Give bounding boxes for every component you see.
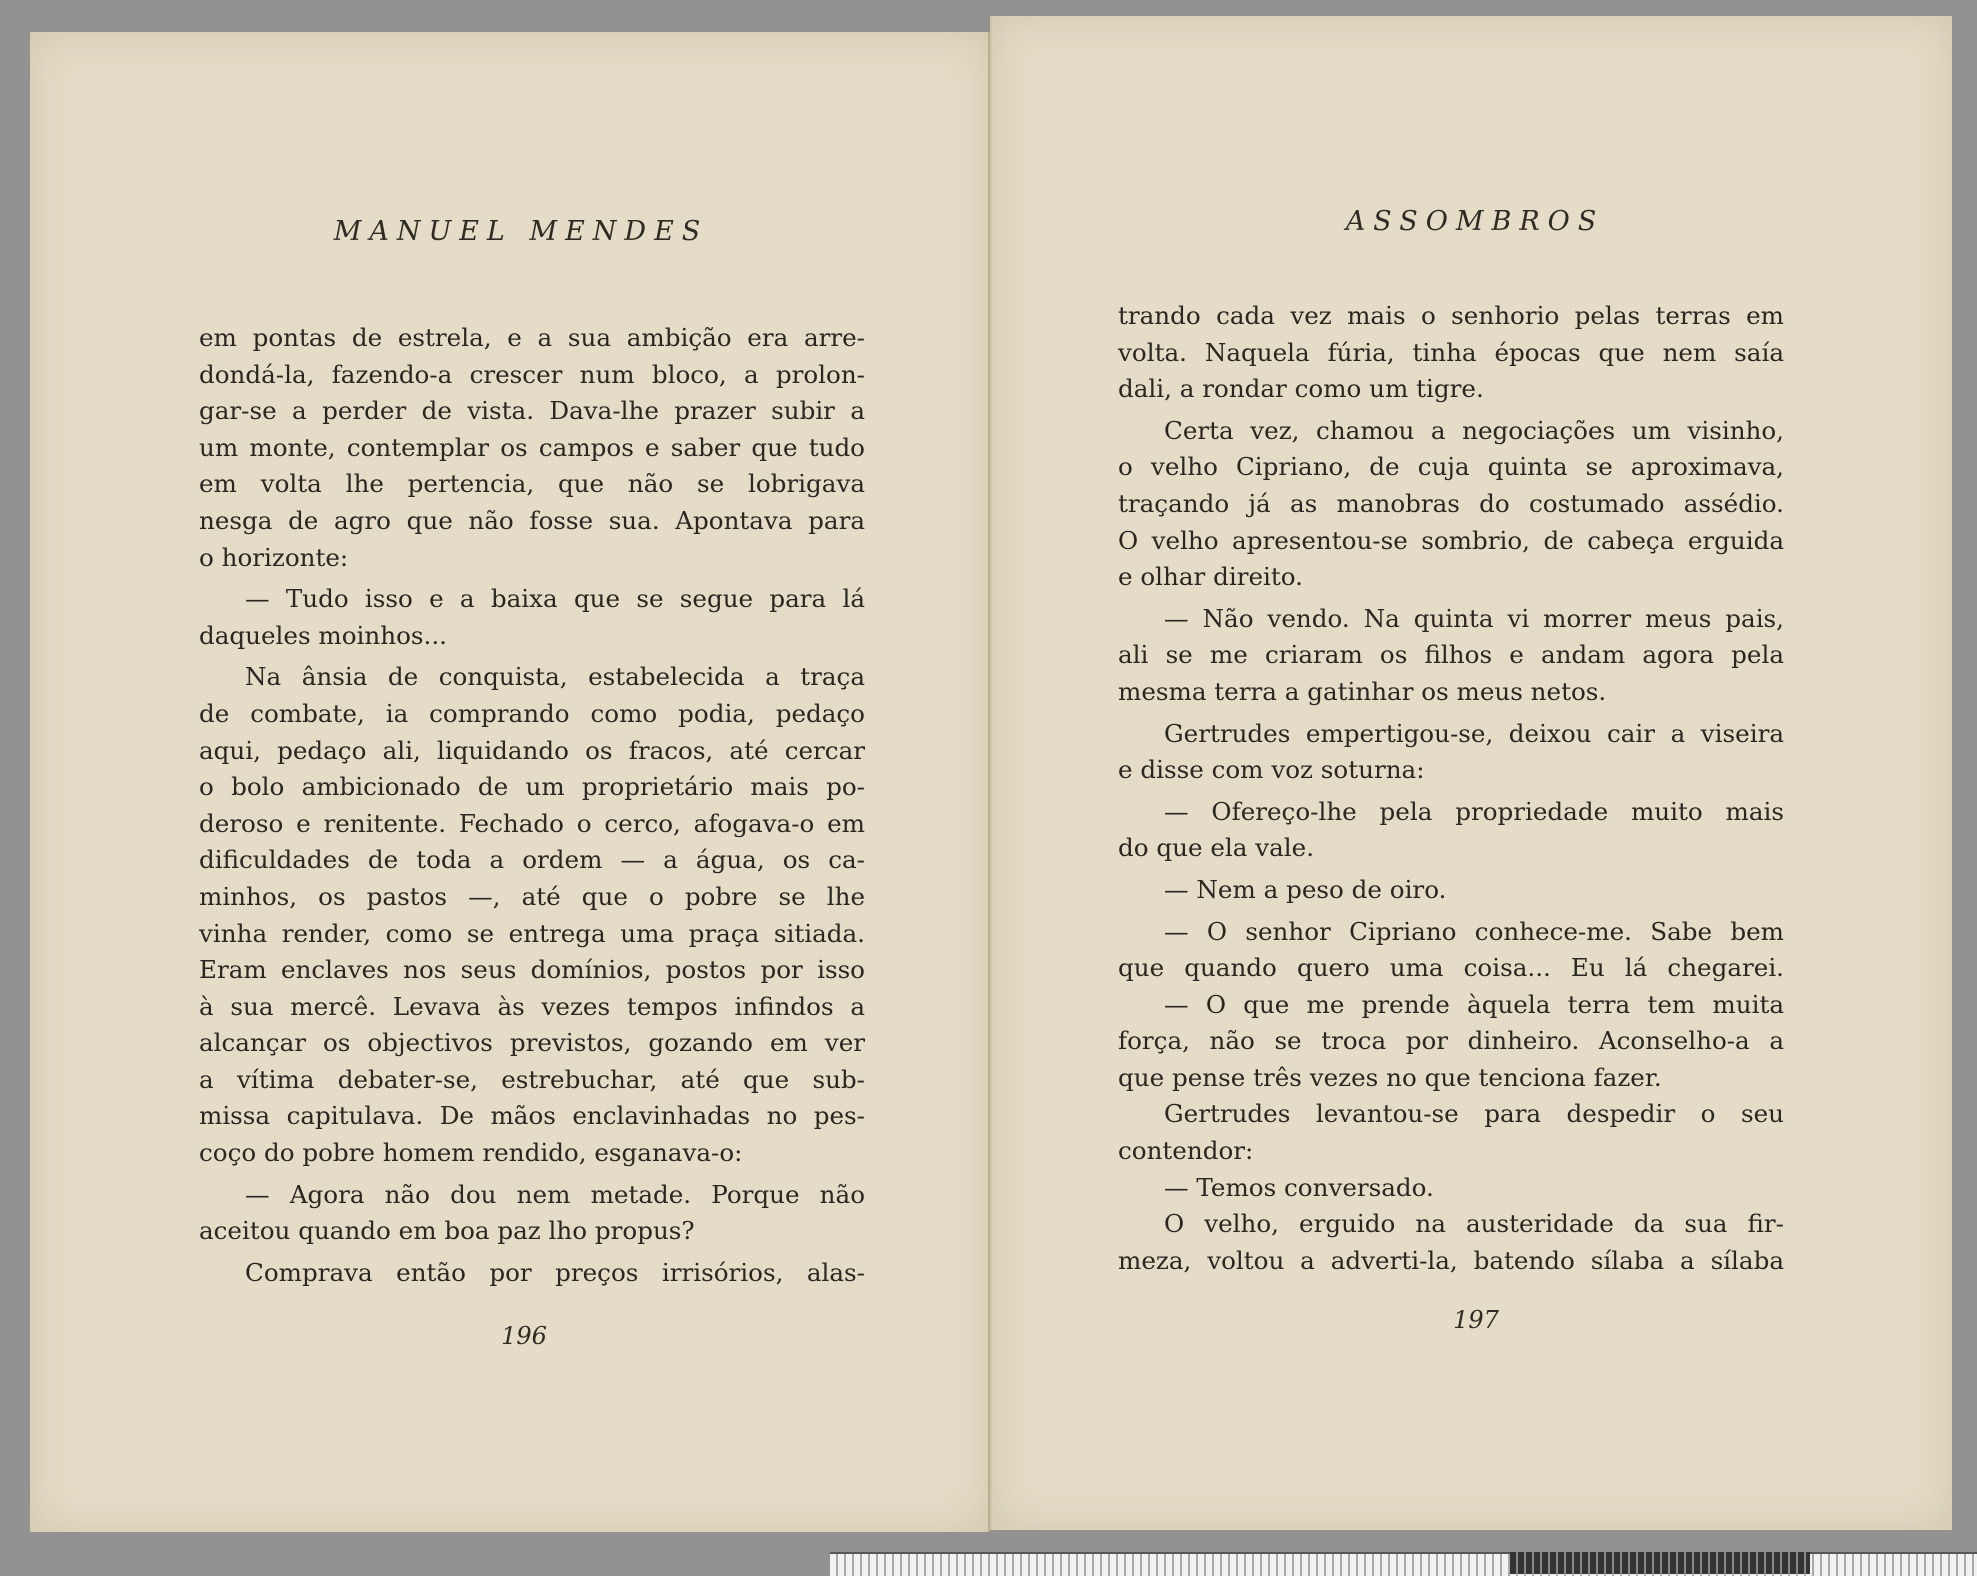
text-line: nesga de agro que não fosse sua. Apontava para: [199, 505, 865, 535]
text-line: aceitou quando em boa paz lho propus?: [199, 1216, 695, 1246]
text-line: a vítima debater-se, estrebuchar, até que sub-: [199, 1064, 865, 1094]
text-line: o velho Cipriano, de cuja quinta se aproximava,: [1118, 452, 1784, 482]
text-line: missa capitulava. De mãos enclavinhadas no pes-: [199, 1101, 865, 1131]
text-line: contendor:: [1118, 1136, 1254, 1166]
text-line: dondá-la, fazendo-a crescer num bloco, a prolon-: [199, 359, 865, 389]
text-line: Gertrudes empertigou-se, deixou cair a viseira: [1164, 718, 1784, 748]
text-line: ali se me criaram os filhos e andam agora pela: [1118, 640, 1784, 670]
text-line: meza, voltou a adverti-la, batendo sílaba a sílaba: [1118, 1245, 1784, 1275]
text-line: Comprava então por preços irrisórios, alas-: [245, 1257, 865, 1287]
text-line: em volta lhe pertencia, que não se lobrigava: [199, 469, 865, 499]
text-line: aqui, pedaço ali, liquidando os fracos, até cercar: [199, 735, 865, 765]
right-page: [990, 16, 1952, 1530]
text-line: — Tudo isso e a baixa que se segue para lá: [245, 584, 865, 614]
text-line: que pense três vezes no que tenciona fazer.: [1118, 1062, 1662, 1092]
running-header: MANUEL MENDES: [333, 216, 709, 247]
left-page: [30, 32, 990, 1532]
text-line: e olhar direito.: [1118, 562, 1303, 592]
text-line: de combate, ia comprando como podia, pedaço: [199, 698, 865, 728]
text-line: força, não se troca por dinheiro. Aconselho-a a: [1118, 1026, 1784, 1056]
scan-scale-bar-dark-segment: [1510, 1552, 1810, 1574]
text-line: O velho, erguido na austeridade da sua fir-: [1164, 1209, 1784, 1239]
text-line: dali, a rondar como um tigre.: [1118, 374, 1484, 404]
text-line: — Não vendo. Na quinta vi morrer meus pais,: [1164, 603, 1784, 633]
text-line: — Temos conversado.: [1164, 1172, 1434, 1202]
text-line: — O senhor Cipriano conhece-me. Sabe bem: [1164, 916, 1784, 946]
text-line: — O que me prende àquela terra tem muita: [1164, 989, 1784, 1019]
text-line: — Ofereço-lhe pela propriedade muito mais: [1164, 796, 1784, 826]
text-line: e disse com voz soturna:: [1118, 755, 1425, 785]
text-line: que quando quero uma coisa... Eu lá chegarei.: [1118, 953, 1784, 983]
page-body-text: [1118, 298, 1784, 1279]
text-line: vinha render, como se entrega uma praça sitiada.: [199, 918, 865, 948]
text-line: dificuldades de toda a ordem — a água, os ca-: [199, 845, 865, 875]
text-line: O velho apresentou-se sombrio, de cabeça erguida: [1118, 525, 1784, 555]
page-number: 196: [501, 1322, 547, 1350]
text-line: — Nem a peso de oiro.: [1164, 874, 1447, 904]
text-line: — Agora não dou nem metade. Porque não: [245, 1179, 865, 1209]
text-line: do que ela vale.: [1118, 833, 1315, 863]
text-line: trando cada vez mais o senhorio pelas terras em: [1118, 301, 1784, 330]
text-line: o horizonte:: [199, 542, 349, 572]
text-line: minhos, os pastos —, até que o pobre se lhe: [199, 881, 865, 911]
text-line: gar-se a perder de vista. Dava-lhe prazer subir a: [199, 396, 865, 426]
text-line: à sua mercê. Levava às vezes tempos infindos a: [199, 991, 865, 1021]
text-line: Na ânsia de conquista, estabelecida a traça: [245, 662, 865, 692]
text-line: alcançar os objectivos previstos, gozando em ver: [199, 1028, 865, 1058]
text-line: um monte, contemplar os campos e saber que tudo: [199, 432, 865, 462]
text-line: Eram enclaves nos seus domínios, postos por isso: [199, 955, 865, 985]
text-line: em pontas de estrela, e a sua ambição era arre-: [199, 323, 865, 352]
running-header: ASSOMBROS: [1345, 206, 1605, 237]
text-line: traçando já as manobras do costumado assédio.: [1118, 488, 1784, 518]
text-line: o bolo ambicionado de um proprietário mais po-: [199, 772, 865, 802]
page-body-text: [199, 320, 865, 1291]
text-line: deroso e renitente. Fechado o cerco, afogava-o em: [199, 808, 865, 838]
text-line: Certa vez, chamou a negociações um visinho,: [1164, 415, 1784, 445]
page-number: 197: [1453, 1306, 1499, 1334]
text-line: daqueles moinhos...: [199, 620, 447, 650]
text-line: coço do pobre homem rendido, esganava-o:: [199, 1138, 743, 1168]
text-line: volta. Naquela fúria, tinha épocas que nem saía: [1118, 337, 1784, 367]
text-line: Gertrudes levantou-se para despedir o seu: [1164, 1099, 1784, 1129]
text-line: mesma terra a gatinhar os meus netos.: [1118, 676, 1607, 706]
